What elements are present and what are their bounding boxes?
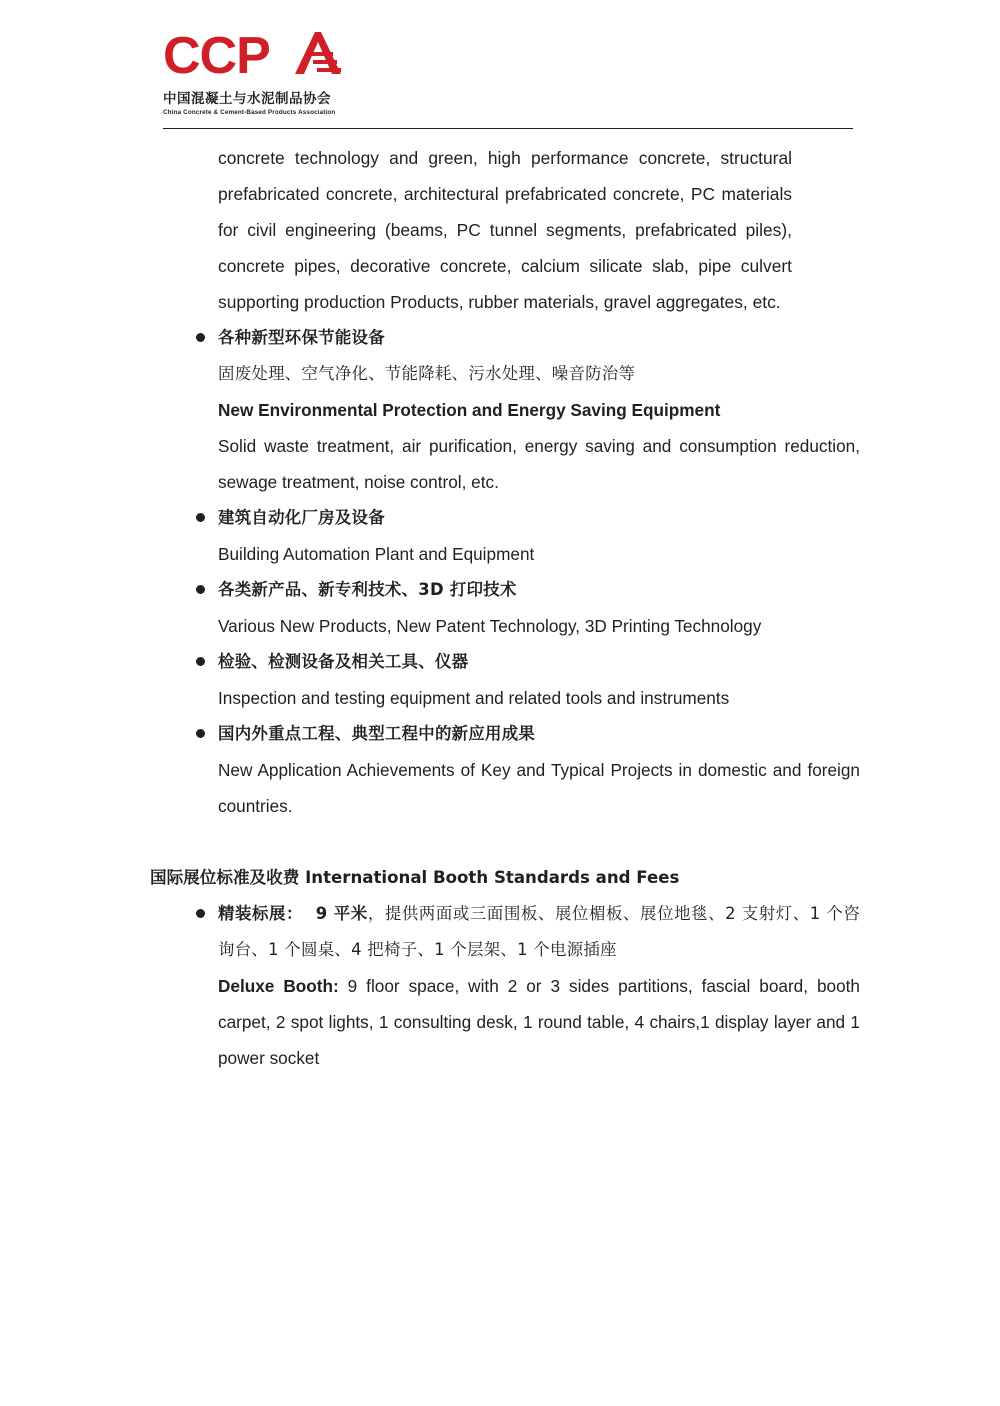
booth-item-zh — [218, 896, 860, 968]
ccpa-wordmark-icon — [163, 28, 353, 86]
intro-paragraph: concrete technology and green, high performance concrete, structural prefabricated concrete, architectural prefabricated concrete, PC materials for civil engineering (beams, PC tunnel segments, prefabricated piles), concrete pipes, decorative concrete, calcium silicate slab, pipe culvert supporting production Products, rubber materials, gravel aggregates, etc. — [218, 148, 792, 312]
list-item — [150, 320, 860, 500]
bullet-dot-icon — [196, 513, 205, 522]
booth-zh-highlight: 9 平米 — [315, 904, 368, 923]
header-divider — [163, 128, 853, 129]
bullet-en-detail: Various New Products, New Patent Technology, 3D Printing Technology — [218, 616, 762, 636]
bullet-dot-icon — [196, 585, 205, 594]
bullet-en-detail: Building Automation Plant and Equipment — [218, 544, 535, 564]
list-item — [150, 500, 860, 572]
svg-text:CCP: CCP — [163, 28, 270, 85]
booth-section-title: 国际展位标准及收费 International Booth Standards and Fees — [150, 868, 680, 887]
bullet-zh-title: 检验、检测设备及相关工具、仪器 — [218, 652, 469, 671]
bullet-zh-title: 建筑自动化厂房及设备 — [218, 508, 385, 527]
logo-english-name: China Concrete & Cement-Based Products Association — [163, 109, 336, 116]
booth-zh-label: 精装标展： — [218, 904, 304, 923]
logo-chinese-name: 中国混凝土与水泥制品协会 — [163, 91, 331, 107]
list-item — [150, 572, 860, 644]
list-item — [150, 716, 860, 824]
document-body — [150, 140, 860, 1076]
booth-item-en — [218, 968, 860, 1076]
bullet-dot-icon — [196, 657, 205, 666]
bullet-en-detail: Solid waste treatment, air purification, energy saving and consumption reduction, sewage treatment, noise control, etc. — [218, 436, 860, 492]
exhibit-scope-list — [150, 320, 860, 824]
list-item — [150, 896, 860, 1076]
list-item — [150, 644, 860, 716]
page-header — [0, 0, 1000, 130]
ccpa-logo — [163, 28, 363, 116]
booth-en-label: Deluxe Booth: — [218, 976, 339, 996]
booth-list — [150, 896, 860, 1076]
bullet-zh-title: 各类新产品、新专利技术、3D 打印技术 — [218, 580, 517, 599]
booth-zh-detail: ，提供两面或三面围板、展位楣板、展位地毯、2 支射灯、1 个咨询台、1 个圆桌、4 把椅子、1 个层架、1 个电源插座 — [218, 904, 861, 959]
bullet-zh-title: 国内外重点工程、典型工程中的新应用成果 — [218, 724, 536, 743]
bullet-zh-detail: 固废处理、空气净化、节能降耗、污水处理、噪音防治等 — [218, 364, 636, 383]
bullet-en-detail: Inspection and testing equipment and related tools and instruments — [218, 688, 730, 708]
booth-en-detail: 9 floor space, with 2 or 3 sides partitions, fascial board, booth carpet, 2 spot lights, 1 consulting desk, 1 round table, 4 chairs,1 display layer and 1 power socket — [218, 976, 860, 1068]
bullet-en-title: New Environmental Protection and Energy Saving Equipment — [218, 400, 721, 420]
bullet-dot-icon — [196, 333, 205, 342]
bullet-zh-title: 各种新型环保节能设备 — [218, 328, 385, 347]
bullet-dot-icon — [196, 909, 205, 918]
bullet-en-detail: New Application Achievements of Key and Typical Projects in domestic and foreign countries. — [218, 760, 860, 816]
bullet-dot-icon — [196, 729, 205, 738]
